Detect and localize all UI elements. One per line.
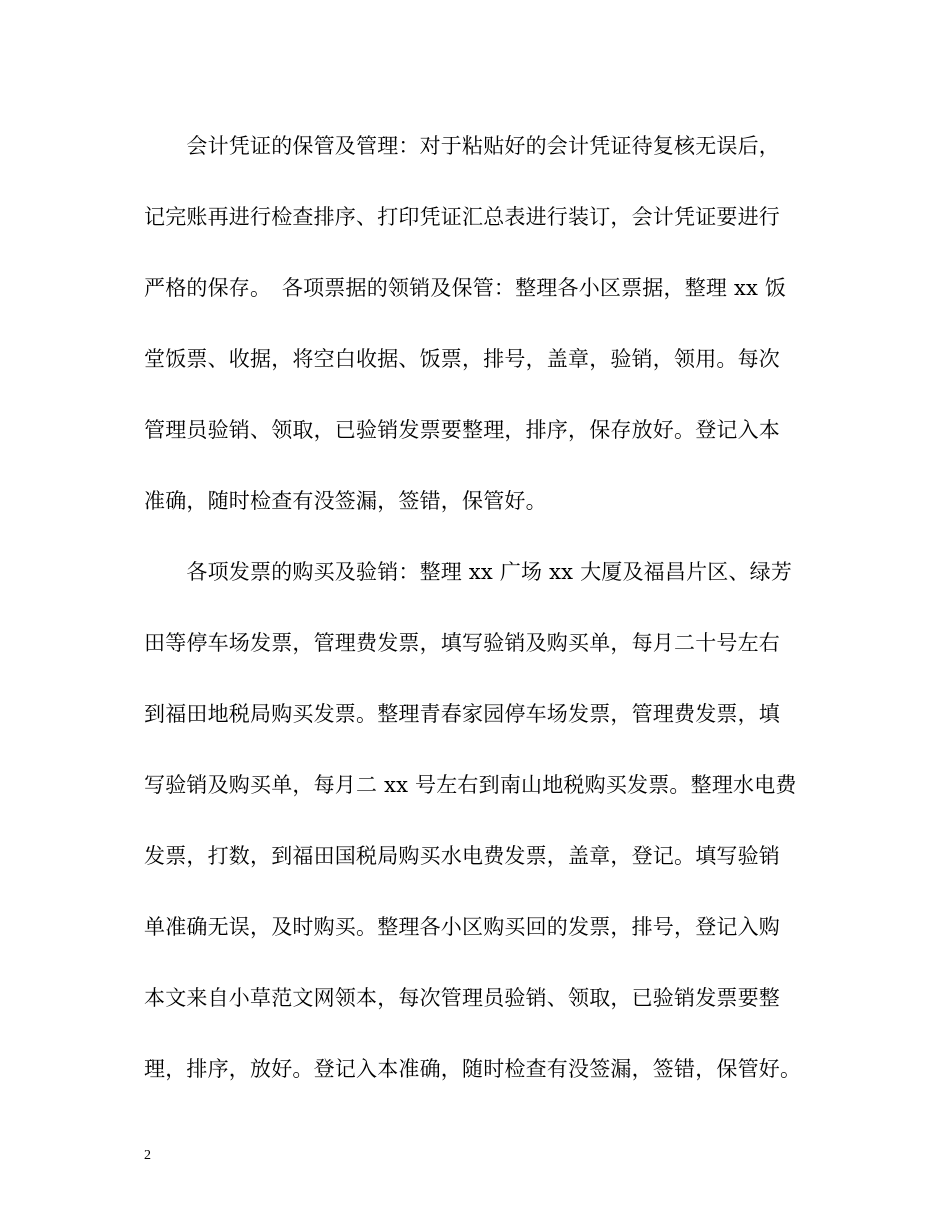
text-line: 理，排序，放好。登记入本准确，随时检查有没签漏，签错，保管好。: [144, 1057, 802, 1081]
text-line: 写验销及购买单，每月二 xx 号左右到南山地税购买发票。整理水电费: [144, 773, 797, 797]
text-line: 堂饭票、收据，将空白收据、饭票，排号，盖章，验销，领用。每次: [144, 347, 780, 371]
text-line: 管理员验销、领取，已验销发票要整理，排序，保存放好。登记入本: [144, 418, 780, 442]
text-line: 发票，打数，到福田国税局购买水电费发票，盖章，登记。填写验销: [144, 844, 780, 868]
text-line: 到福田地税局购买发票。整理青春家园停车场发票，管理费发票，填: [144, 702, 780, 726]
text-line: 田等停车场发票，管理费发票，填写验销及购买单，每月二十号左右: [144, 631, 780, 655]
text-line: 各项发票的购买及验销：整理 xx 广场 xx 大厦及福昌片区、绿芳: [144, 560, 793, 584]
text-line: 本文来自小草范文网领本，每次管理员验销、领取，已验销发票要整: [144, 986, 780, 1010]
text-line: 会计凭证的保管及管理：对于粘贴好的会计凭证待复核无误后，: [144, 134, 780, 158]
text-line: 单准确无误，及时购买。整理各小区购买回的发票，排号，登记入购: [144, 915, 780, 939]
text-line: 记完账再进行检查排序、打印凭证汇总表进行装订，会计凭证要进行: [144, 205, 780, 229]
page-number: 2: [144, 1148, 151, 1163]
text-line: 严格的保存。 各项票据的领销及保管：整理各小区票据，整理 xx 饭: [144, 276, 787, 300]
text-line: 准确，随时检查有没签漏，签错，保管好。: [144, 489, 547, 513]
